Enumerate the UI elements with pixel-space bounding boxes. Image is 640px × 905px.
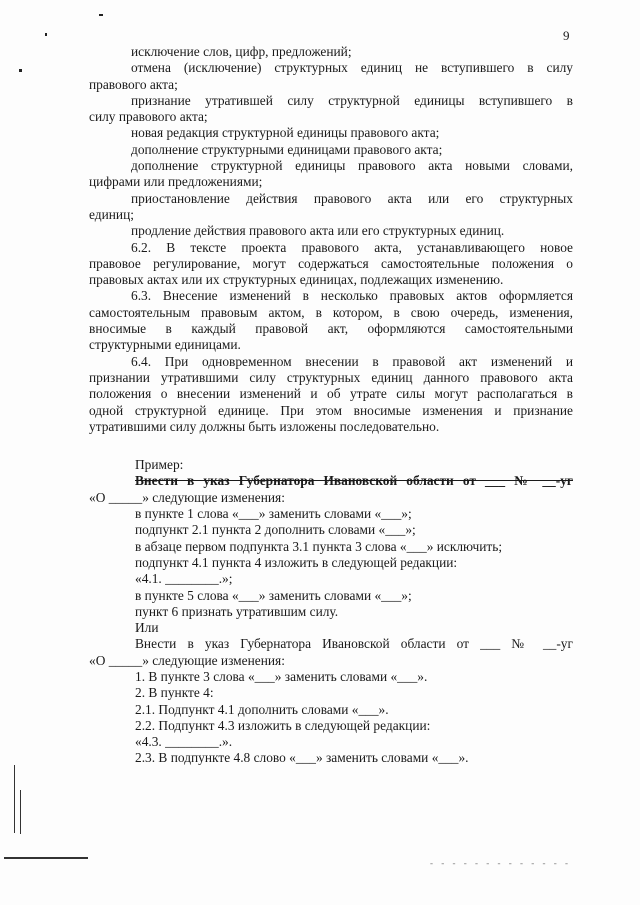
- example-intro-2: Внести в указ Губернатора Ивановской области от ___ № __-уг: [135, 636, 573, 652]
- scan-margin-line: [14, 765, 15, 833]
- example-line: подпункт 4.1 пункта 4 изложить в следующей редакции:: [135, 554, 458, 570]
- example-line: 2. В пункте 4:: [135, 685, 214, 701]
- paragraph-6-4: 6.4. При одновременном внесении в правовой акт изменений и признании утратившими силу структурных единиц данного правового акта положения о внесении изменений и об утрате силы могут располагаться в одной структурной единице. При этом вносимые изменения и признание утратившими силу должны быть изложены последовательно.: [89, 353, 573, 434]
- paragraph-6-3: 6.3. Внесение изменений в несколько правовых актов оформляется самостоятельным правовым актом, в котором, в свою очередь, изменения, вносимые в каждый правовой акт, оформляются самостоятельными структурными единицами.: [89, 288, 573, 353]
- example-line: в пункте 1 слова «___» заменить словами «___»;: [135, 506, 412, 522]
- example-line: 2.3. В подпункте 4.8 слово «___» заменить словами «___».: [135, 750, 469, 766]
- page-number: 9: [563, 28, 570, 43]
- example-intro-1: Внести в указ Губернатора Ивановской области от ___ № __-уг: [135, 473, 573, 489]
- example-line: 1. В пункте 3 слова «___» заменить словами «___».: [135, 668, 428, 684]
- example-intro-1-cont: «О _____» следующие изменения:: [89, 489, 285, 505]
- example-line: пункт 6 признать утратившим силу.: [135, 603, 339, 619]
- list-item: приостановление действия правового акта или его структурных единиц;: [89, 190, 573, 222]
- example-line: 2.2. Подпункт 4.3 изложить в следующей редакции:: [135, 717, 431, 733]
- list-item: признание утратившей силу структурной единицы вступившего в силу правового акта;: [89, 92, 573, 125]
- list-item: исключение слов, цифр, предложений;: [131, 44, 352, 59]
- example-or: Или: [135, 620, 159, 636]
- list-item: новая редакция структурной единицы правового акта;: [131, 125, 440, 141]
- scan-bottom-line: [4, 857, 88, 859]
- example-heading: Пример:: [135, 457, 184, 473]
- list-item: дополнение структурной единицы правового акта новыми словами, цифрами или предложениями;: [89, 158, 573, 190]
- example-line: подпункт 2.1 пункта 2 дополнить словами «___»;: [135, 522, 416, 538]
- scan-mark: [45, 33, 47, 36]
- list-item: продление действия правового акта или его структурных единиц.: [131, 223, 505, 239]
- example-intro-2-cont: «О _____» следующие изменения:: [89, 652, 285, 668]
- scan-mark: [19, 69, 22, 72]
- example-line: «4.3. ________.».: [135, 734, 233, 750]
- document-body: [89, 44, 573, 767]
- scan-noise: - - - - - - - - - - - - -: [430, 858, 571, 868]
- example-line: в абзаце первом подпункта 3.1 пункта 3 слова «___» исключить;: [135, 538, 503, 554]
- example-line: в пункте 5 слова «___» заменить словами «___»;: [135, 587, 412, 603]
- list-item: дополнение структурными единицами правового акта;: [131, 141, 443, 157]
- paragraph-6-2: 6.2. В тексте проекта правового акта, устанавливающего новое правовое регулирование, могут содержаться самостоятельные положения о правовых актах или их структурных единицах, подлежащих изменению.: [89, 239, 573, 288]
- scan-margin-line: [20, 790, 21, 834]
- example-line: 2.1. Подпункт 4.1 дополнить словами «___».: [135, 701, 389, 717]
- scan-mark: [99, 14, 103, 16]
- list-item: отмена (исключение) структурных единиц не вступившего в силу правового акта;: [89, 60, 573, 92]
- example-line: «4.1. ________.»;: [135, 571, 233, 587]
